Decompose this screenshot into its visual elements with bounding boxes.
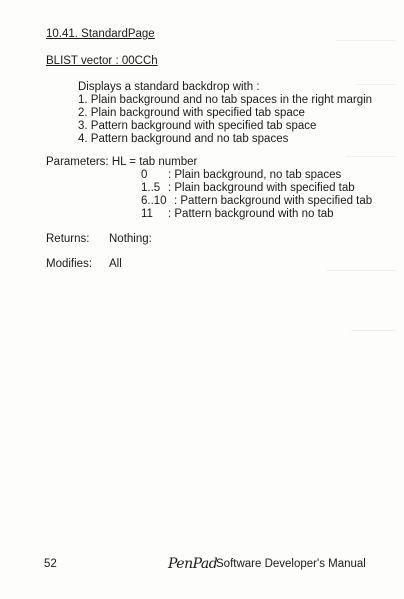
parameter-description: : Pattern background with specified tab <box>174 195 373 207</box>
show-through-line <box>356 84 396 85</box>
vector-label: BLIST vector : 00CCh <box>46 55 158 67</box>
show-through-line <box>326 270 396 271</box>
manual-title: Software Developer's Manual <box>216 558 366 570</box>
parameter-description: : Plain background, no tab spaces <box>168 169 342 181</box>
description-item: 2. Plain background with specified tab space <box>78 107 305 119</box>
show-through-line <box>336 40 396 41</box>
modifies-value: All <box>109 258 122 270</box>
description-item: 1. Plain background and no tab spaces in the right margin <box>78 94 373 106</box>
page-number: 52 <box>44 558 57 570</box>
returns-value: Nothing: <box>109 233 152 245</box>
parameter-value: 11 <box>141 208 153 220</box>
description-intro: Displays a standard backdrop with : <box>78 81 260 93</box>
parameter-value: 1..5 <box>141 182 161 194</box>
parameter-description: : Plain background with specified tab <box>168 182 355 194</box>
description-item: 4. Pattern background and no tab spaces <box>78 133 289 145</box>
show-through-line <box>351 330 396 331</box>
returns-label: Returns: <box>46 233 90 245</box>
penpad-logo: PenPad <box>168 556 218 572</box>
section-title: 10.41. StandardPage <box>46 28 155 40</box>
parameters-label: Parameters: HL = tab number <box>46 156 198 168</box>
parameter-value: 0 <box>141 169 148 181</box>
parameter-description: : Pattern background with no tab <box>168 208 334 220</box>
parameter-value: 6..10 <box>141 195 167 207</box>
modifies-label: Modifies: <box>46 258 93 270</box>
show-through-line <box>346 156 396 157</box>
description-item: 3. Pattern background with specified tab space <box>78 120 317 132</box>
